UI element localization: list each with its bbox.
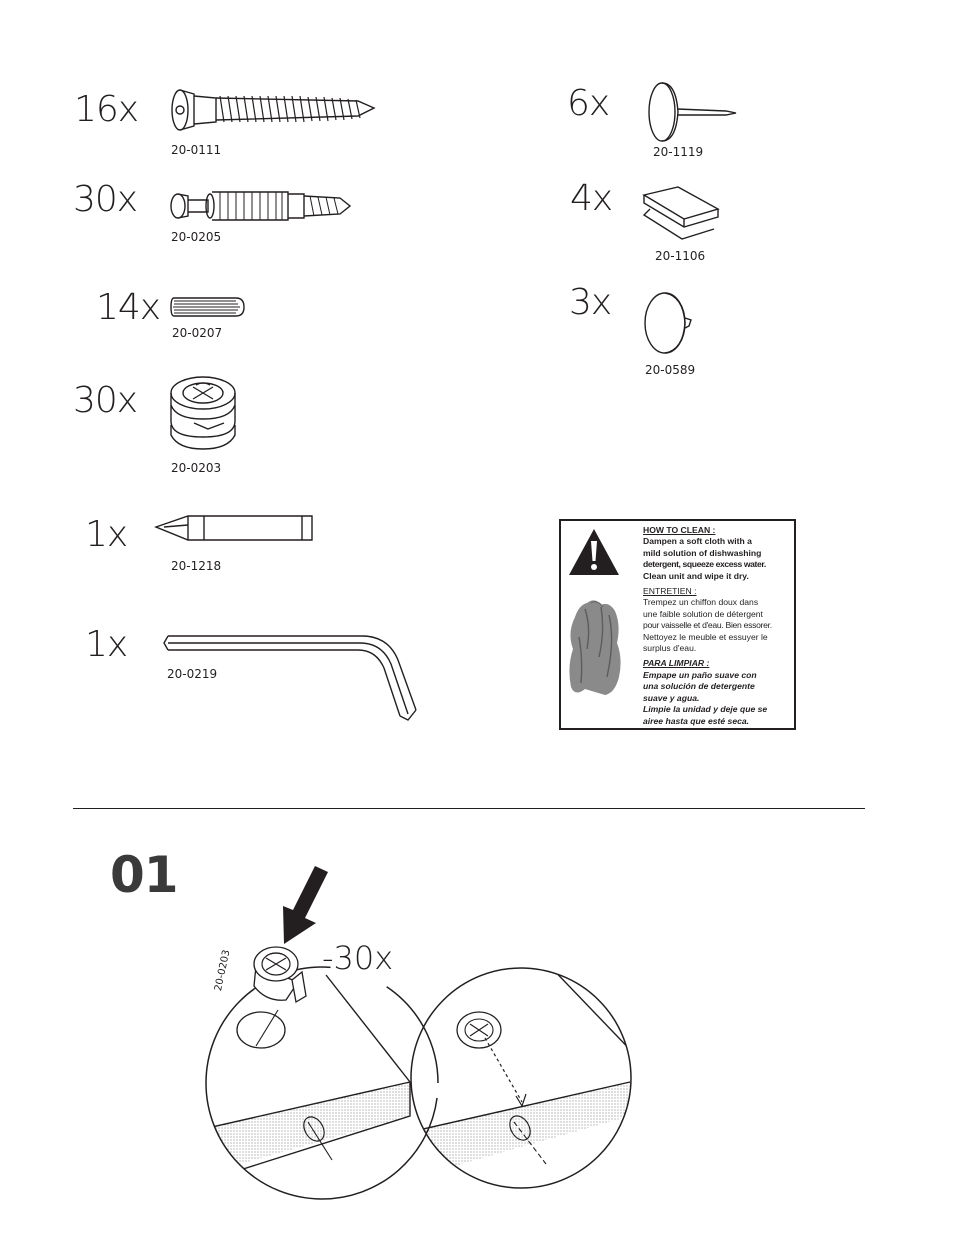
cleaning-heading-en: HOW TO CLEAN :: [643, 525, 716, 535]
code-cam-dowel-screw: 20-0205: [171, 230, 222, 244]
warning-icon: [567, 527, 621, 577]
cleaning-line-en-2: mild solution of dishwashing: [643, 547, 762, 558]
cleaning-heading-es: PARA LIMPIAR :: [643, 658, 710, 669]
cloth-icon: [565, 597, 625, 699]
qty-wood-dowel: 14x: [96, 287, 161, 328]
cleaning-line-en-4: Clean unit and wipe it dry.: [643, 570, 749, 581]
section-divider: [73, 808, 865, 809]
step-number: 01: [110, 846, 178, 904]
code-felt-pads: 20-1106: [655, 249, 706, 263]
code-cam-bolt-long: 20-0111: [171, 143, 222, 157]
qty-cam-bolt-long: 16x: [74, 89, 139, 130]
cam-bolt-long-drawing: [168, 86, 378, 136]
insert-arrow-icon: [283, 866, 328, 944]
cleaning-line-fr-1: Trempez un chiffon doux dans: [643, 597, 759, 608]
felt-glide-nail-drawing: [646, 80, 740, 144]
qty-pencil: 1x: [85, 514, 128, 555]
cleaning-line-fr-4: Nettoyez le meuble et essuyer le: [643, 631, 768, 642]
code-wood-dowel: 20-0207: [172, 326, 223, 340]
cleaning-heading-fr: ENTRETIEN :: [643, 586, 697, 597]
cleaning-line-es-5: airee hasta que esté seca.: [643, 715, 750, 726]
step-illustration: [200, 860, 640, 1200]
qty-felt-pads: 4x: [570, 178, 613, 219]
qty-cam-dowel-screw: 30x: [73, 179, 138, 220]
cleaning-line-fr-2: une faible solution de détergent: [643, 608, 763, 619]
code-cover-cap: 20-0589: [645, 363, 696, 377]
cleaning-line-fr-5: surplus d'eau.: [643, 643, 697, 654]
cleaning-line-es-1: Empape un paño suave con: [643, 669, 757, 680]
qty-felt-glide-nail: 6x: [567, 83, 610, 124]
step-quantity: -30x: [322, 939, 394, 977]
cover-cap-drawing: [643, 290, 695, 358]
cam-dowel-screw-drawing: [168, 186, 353, 226]
cam-lock-drawing: [166, 373, 244, 453]
wood-dowel-drawing: [170, 294, 248, 320]
cleaning-instructions-box: [559, 519, 796, 730]
code-cam-lock: 20-0203: [171, 461, 222, 475]
cleaning-line-es-4: Limpie la unidad y deje que se: [643, 704, 768, 715]
pencil-drawing: [154, 512, 318, 544]
cleaning-line-en-3: detergent, squeeze excess water.: [643, 559, 766, 570]
cleaning-line-fr-3: pour vaisselle et d'eau. Bien essorer.: [643, 620, 772, 631]
cleaning-line-es-3: suave y agua.: [643, 692, 700, 703]
felt-pads-drawing: [640, 183, 724, 243]
step-part-code: 20-0203: [213, 948, 233, 993]
code-allen-key: 20-0219: [167, 667, 218, 681]
cleaning-line-es-2: una solución de detergente: [643, 681, 755, 692]
qty-cam-lock: 30x: [73, 380, 138, 421]
code-felt-glide-nail: 20-1119: [653, 145, 704, 159]
cleaning-text: [643, 525, 793, 727]
code-pencil: 20-1218: [171, 559, 222, 573]
qty-cover-cap: 3x: [569, 282, 612, 323]
cleaning-line-en-1: Dampen a soft cloth with a: [643, 536, 752, 547]
qty-allen-key: 1x: [85, 624, 128, 665]
